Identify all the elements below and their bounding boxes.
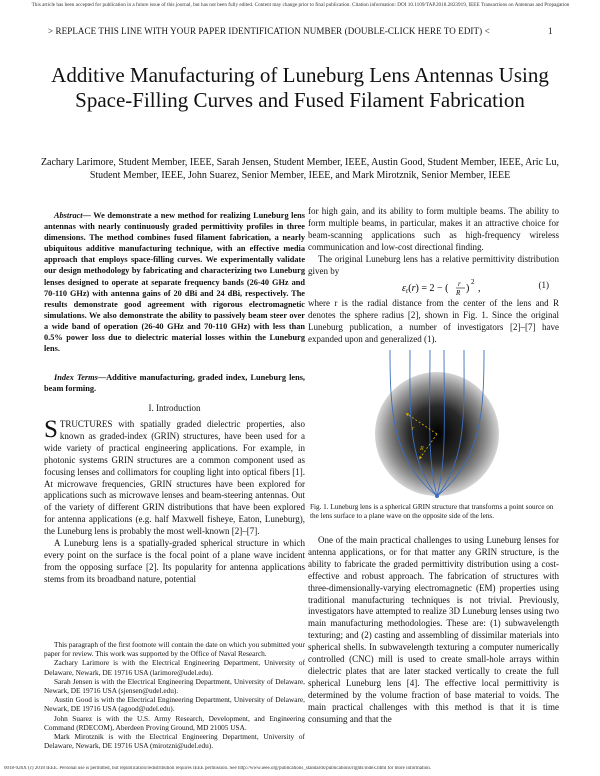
abstract-label: Abstract— (54, 211, 91, 220)
right-paragraph-1: for high gain, and its ability to form multiple beams. The ability to form multiple beams, in particular, makes it an attractive choice for beam-scanning applications such as high-frequency wireless communication and low-cost directional finding. (308, 206, 559, 252)
index-terms-label: Index Terms (54, 373, 98, 382)
index-terms-text: —Additive manufacturing, graded index, Luneburg lens, beam forming. (44, 373, 305, 394)
right-column-bottom (308, 535, 559, 726)
right-paragraph-3: where r is the radial distance from the center of the lens and R denotes the sphere radius [2], shown in Fig. 1. Since the original Luneburg publication, a number of investigators [2]–[7] have expanded upon and generalized (1). (308, 298, 559, 344)
page-number: 1 (548, 26, 553, 36)
footnote: This paragraph of the first footnote will contain the date on which you submitted your paper for review. This work was supported by the Office of Naval Research. (44, 640, 305, 659)
right-paragraph-4: One of the main practical challenges to using Luneburg lenses for antenna applications, or for that matter any GRIN structure, is the ability to fabricate the graded permittivity distribution using a cost-effective and robust approach. The fabrication of structures with three-dimensionally-varying electromagnetic (EM) properties using traditional manufacturing techniques is not trivial. Previously, investigators have attempted to realize 3D Luneburg lenses using two main manufacturing methodologies. These are: (1) subwavelength texturing; and (2) casting and assembling of dissimilar materials into spherical shells. In subwavelength texturing a computer numerically controlled (CNC) mill is used to create small-hole arrays within dielectric plates that are later stacked vertically to create the full spherical Luneburg lens [4]. The effective local permittivity is determined by the volume fraction of base material to voids. The main practical challenges with this method is that it is time consuming and that the (308, 535, 559, 724)
footnote: John Suarez is with the U.S. Army Research, Development, and Engineering Command (RDECOM), Aberdeen Proving Ground, MD 21005 USA. (44, 713, 305, 732)
point-source (435, 494, 439, 498)
introduction-body (44, 416, 305, 586)
abstract (44, 210, 305, 354)
index-terms (44, 372, 305, 394)
publication-notice: This article has been accepted for publication in a future issue of this journal, but has not been fully edited. Content may change prior to final publication. Citation information: DOI 10.1109/TAP.2018.2823919, IEEE Transactions on Antennas and Propagation (31, 2, 570, 8)
footnote: Mark Mirotznik is with the Electrical Engineering Department, University of Delaware, Newark, DE 19716 USA (mirotzni@udel.edu). (44, 732, 305, 751)
svg-text:): ) (466, 283, 470, 294)
figure-1 (352, 350, 522, 500)
intro-paragraph-1: TRUCTURES with spatially graded dielectric properties, also known as graded-index (GRIN) structures, have been used for a wide variety of practical engineering applications. For example, in photonic systems GRIN structures are a common component used as focusing lenses and collimators for coupling light into optical fibers [1]. At microwave frequencies, GRIN structures have been explored for applications such as microwave lenses and beam-steering antennas. Out of the variety of different GRIN distributions that have been explored for antenna applications (e.g. half Maxwell fisheye, Eaton, Luneburg), the Luneburg lens is probably the most well-known [2]–[7]. (44, 419, 305, 537)
footnote: Austin Good is with the Electrical Engineering Department, University of Delaware, Newark, DE 19716 USA (agood@udel.edu). (44, 695, 305, 714)
equation-1-graphic (308, 276, 559, 298)
figure-1-caption: Fig. 1. Luneburg lens is a spherical GRIN structure that transforms a point source on the lens surface to a plane wave on the opposite side of the lens. (310, 503, 554, 521)
section-heading-introduction: I. Introduction (148, 403, 201, 413)
equation-1 (308, 276, 559, 298)
svg-text:R: R (420, 446, 424, 452)
paper-id-placeholder: > REPLACE THIS LINE WITH YOUR PAPER IDENTIFICATION NUMBER (DOUBLE-CLICK HERE TO EDIT) < (48, 26, 490, 36)
footnotes (44, 640, 305, 750)
svg-text:R: R (456, 289, 461, 297)
svg-text:,: , (478, 283, 481, 294)
abstract-text: We demonstrate a new method for realizing Luneburg lens antennas with nearly continuously graded permittivity profiles in three dimensions. The method combines fused filament fabrication, a nearly ubiquitous additive manufacturing technique, with an effective media approach that employs space-filling curves. We experimentally validate our design methodology by fabricating and characterizing two Luneburg lenses designed to operate at separate frequency bands (26-40 GHz and 70-110 GHz) with antenna gains of 20 dBi and 24 dBi, respectively. The results demonstrate good agreement with rigorous electromagnetic simulations. We also demonstrate the ability to passively beam steer over a wide band of operation (26-40 GHz and 70-110 GHz) with less than 0.5% power loss due to dielectric material losses within the Luneburg lens. (44, 211, 305, 354)
svg-text:r: r (412, 426, 415, 432)
right-column-middle (308, 298, 559, 346)
paper-title: Additive Manufacturing of Luneburg Lens Antennas Using Space-Filling Curves and Fused Filament Fabrication (51, 63, 549, 112)
copyright-footer: 0018-926X (c) 2018 IEEE. Personal use is permitted, but republication/redistribution requires IEEE permission. See http://www.ieee.org/publications_standards/publications/rights/index.html for more information. (4, 766, 431, 771)
right-column-top (308, 206, 559, 277)
footnote: Zachary Larimore is with the Electrical Engineering Department, University of Delaware, Newark, DE 19716 USA (larimore@udel.edu). (44, 658, 305, 677)
svg-text:2: 2 (471, 278, 475, 286)
author-list: Zachary Larimore, Student Member, IEEE, Sarah Jensen, Student Member, IEEE, Austin Good, Student Member, IEEE, Aric Lu, Student Member, IEEE, John Suarez, Senior Member, IEEE, and Mark Mirotznik, Senior Member, IEEE (40, 157, 560, 181)
luneburg-lens-diagram (352, 350, 522, 500)
drop-cap: S (44, 416, 58, 443)
right-paragraph-2: The original Luneburg lens has a relative permittivity distribution given by (308, 253, 559, 276)
svg-text:r: r (458, 280, 461, 288)
intro-paragraph-2: A Luneburg lens is a spatially-graded spherical structure in which every point on the surface is the focal point of a plane wave incident from the opposing surface [2]. Its popularity for antenna applications stems from its broadband nature, potential (44, 538, 305, 584)
equation-number: (1) (538, 280, 549, 290)
svg-text:εr(r) = 2 − (: $\varepsilon_r(r) = 2$ − ( (402, 283, 449, 295)
footnote: Sarah Jensen is with the Electrical Engineering Department, University of Delaware, Newark, DE 19716 USA (sjensen@udel.edu). (44, 676, 305, 696)
